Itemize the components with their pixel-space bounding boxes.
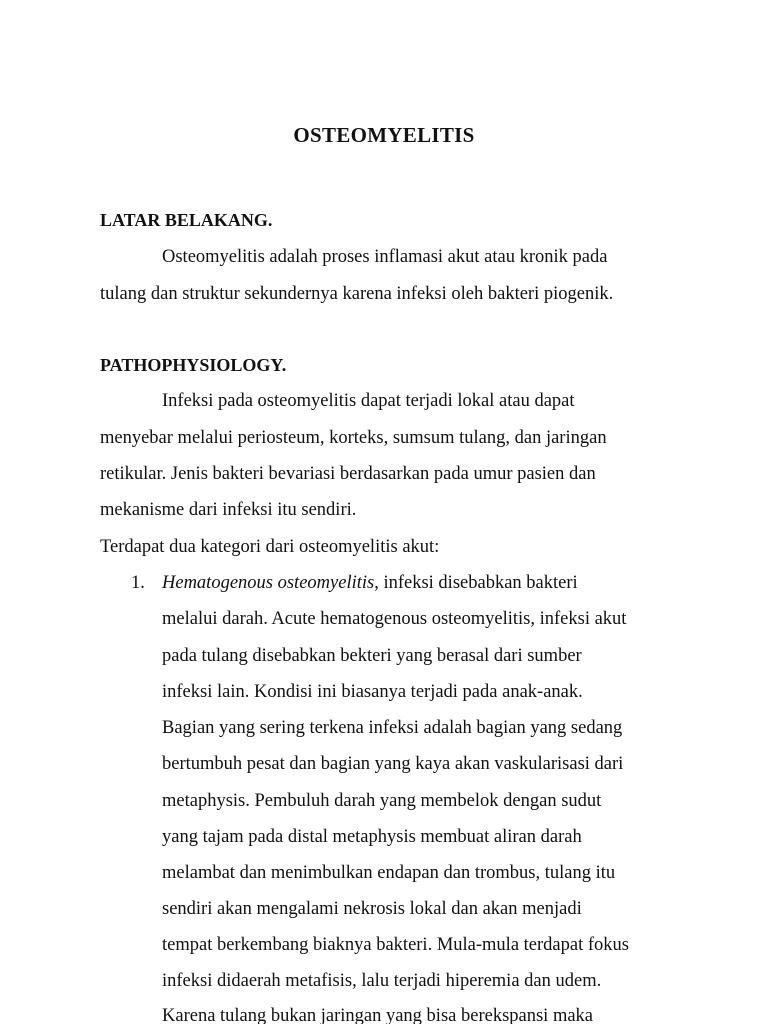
paragraph-line: tulang dan struktur sekundernya karena infeksi oleh bakteri piogenik. bbox=[100, 284, 614, 304]
list-item-line: melalui darah. Acute hematogenous osteomyelitis, infeksi akut bbox=[162, 609, 627, 629]
list-item-line: infeksi lain. Kondisi ini biasanya terjadi pada anak-anak. bbox=[162, 682, 583, 702]
section-heading-pathophysiology: PATHOPHYSIOLOGY. bbox=[100, 355, 287, 375]
list-item-line: melambat dan menimbulkan endapan dan trombus, tulang itu bbox=[162, 863, 616, 883]
paragraph-line: retikular. Jenis bakteri bevariasi berdasarkan pada umur pasien dan bbox=[100, 464, 596, 484]
paragraph-line: Terdapat dua kategori dari osteomyelitis akut: bbox=[100, 537, 440, 557]
list-item-text: , infeksi disebabkan bakteri bbox=[374, 573, 578, 593]
paragraph-line: Osteomyelitis adalah proses inflamasi akut atau kronik pada bbox=[162, 247, 608, 267]
list-number: 1. bbox=[131, 573, 145, 593]
paragraph-line: mekanisme dari infeksi itu sendiri. bbox=[100, 500, 357, 520]
list-item-line: infeksi didaerah metafisis, lalu terjadi hiperemia dan udem. bbox=[162, 971, 602, 991]
list-item-line: Karena tulang bukan jaringan yang bisa berekspansi maka bbox=[162, 1006, 594, 1024]
list-item-line: pada tulang disebabkan bekteri yang berasal dari sumber bbox=[162, 646, 582, 666]
list-item-first-line bbox=[162, 571, 578, 595]
paragraph-line: menyebar melalui periosteum, korteks, sumsum tulang, dan jaringan bbox=[100, 428, 607, 448]
list-item-term: Hematogenous osteomyelitis bbox=[162, 573, 375, 593]
list-item-line: yang tajam pada distal metaphysis membuat aliran darah bbox=[162, 827, 582, 847]
paragraph-line: Infeksi pada osteomyelitis dapat terjadi lokal atau dapat bbox=[162, 391, 575, 411]
list-item-line: bertumbuh pesat dan bagian yang kaya akan vaskularisasi dari bbox=[162, 754, 624, 774]
list-item-line: tempat berkembang biaknya bakteri. Mula-mula terdapat fokus bbox=[162, 935, 629, 955]
document-title: OSTEOMYELITIS bbox=[293, 123, 475, 147]
list-item-line: Bagian yang sering terkena infeksi adalah bagian yang sedang bbox=[162, 718, 623, 738]
list-item-line: metaphysis. Pembuluh darah yang membelok dengan sudut bbox=[162, 791, 602, 811]
list-item-line: sendiri akan mengalami nekrosis lokal dan akan menjadi bbox=[162, 899, 582, 919]
section-heading-latar-belakang: LATAR BELAKANG. bbox=[100, 210, 273, 230]
